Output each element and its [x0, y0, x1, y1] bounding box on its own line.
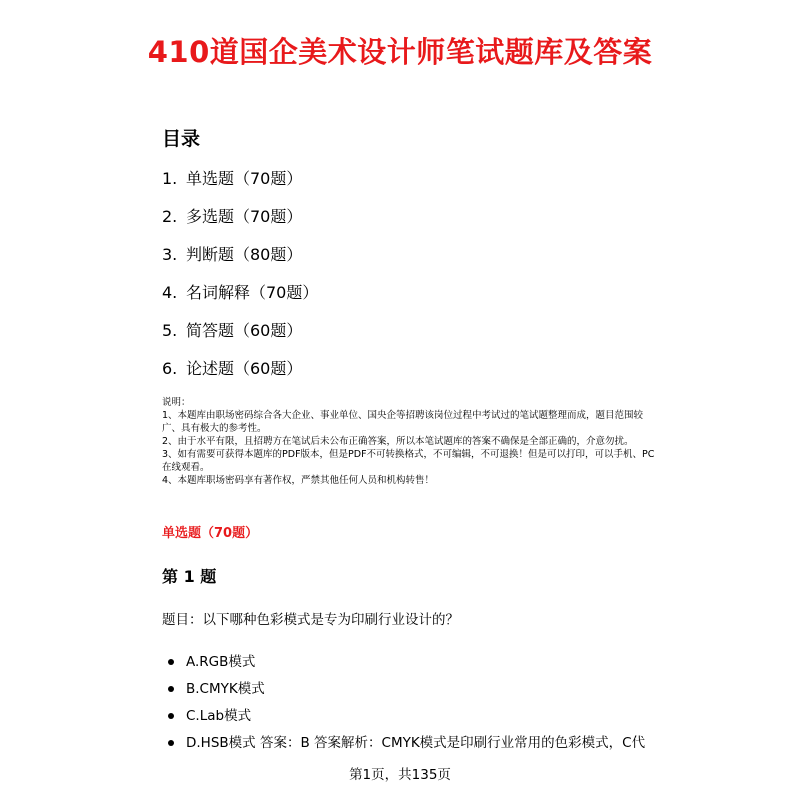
note-item: 3、如有需要可获得本题库的PDF版本，但是PDF不可转换格式，不可编辑，不可退换！但是可以打印，可以手机、PC在线观看。	[162, 449, 655, 473]
toc-item-label: 单选题（70题）	[186, 169, 303, 188]
toc-item-number: 6.	[162, 359, 178, 378]
bullet-icon	[168, 740, 174, 746]
toc-item-label: 多选题（70题）	[186, 207, 303, 226]
toc-item-number: 1.	[162, 169, 178, 188]
toc-item-number: 5.	[162, 321, 178, 340]
toc-item-number: 4.	[162, 283, 178, 302]
toc-item-multiple-choice[interactable]	[162, 204, 318, 230]
question-heading: 第 1 题	[162, 567, 217, 586]
toc-item-true-false[interactable]	[162, 242, 318, 268]
page-number-footer: 第1页，共135页	[349, 767, 451, 783]
option-text: C.Lab模式	[186, 708, 252, 724]
question-text: 题目：以下哪种色彩模式是专为印刷行业设计的？	[162, 612, 459, 628]
option-text: D.HSB模式 答案：B 答案解析：CMYK模式是印刷行业常用的色彩模式，C代	[186, 735, 646, 751]
toc-item-short-answer[interactable]	[162, 318, 318, 344]
note-item: 2、由于水平有限，且招聘方在笔试后未公布正确答案，所以本笔试题库的答案不确保是全部正确的，介意勿扰。	[162, 436, 634, 447]
bullet-icon	[168, 659, 174, 665]
option-item	[168, 678, 645, 700]
option-item	[168, 732, 645, 754]
answer-options	[168, 651, 645, 759]
toc-item-label: 论述题（60题）	[186, 359, 303, 378]
document-title: 410道国企美术设计师笔试题库及答案	[147, 35, 653, 69]
notes-title: 说明：	[162, 397, 191, 408]
section-heading: 单选题（70题）	[162, 526, 259, 541]
toc-item-label: 判断题（80题）	[186, 245, 303, 264]
toc-item-number: 2.	[162, 207, 178, 226]
toc-item-label: 简答题（60题）	[186, 321, 303, 340]
bullet-icon	[168, 686, 174, 692]
table-of-contents	[162, 166, 318, 394]
toc-item-single-choice[interactable]	[162, 166, 318, 192]
toc-item-label: 名词解释（70题）	[186, 283, 319, 302]
note-item: 1、本题库由职场密码综合各大企业、事业单位、国央企等招聘该岗位过程中考试过的笔试题整理而成，题目范围较广、具有极大的参考性。	[162, 410, 644, 434]
option-item	[168, 705, 645, 727]
notes-block	[162, 396, 657, 487]
toc-heading: 目录	[162, 128, 201, 150]
toc-item-number: 3.	[162, 245, 178, 264]
option-item	[168, 651, 645, 673]
toc-item-essay[interactable]	[162, 356, 318, 382]
bullet-icon	[168, 713, 174, 719]
toc-item-term-definition[interactable]	[162, 280, 318, 306]
option-text: B.CMYK模式	[186, 681, 265, 697]
note-item: 4、本题库职场密码享有著作权，严禁其他任何人员和机构转售！	[162, 475, 435, 486]
option-text: A.RGB模式	[186, 654, 256, 670]
